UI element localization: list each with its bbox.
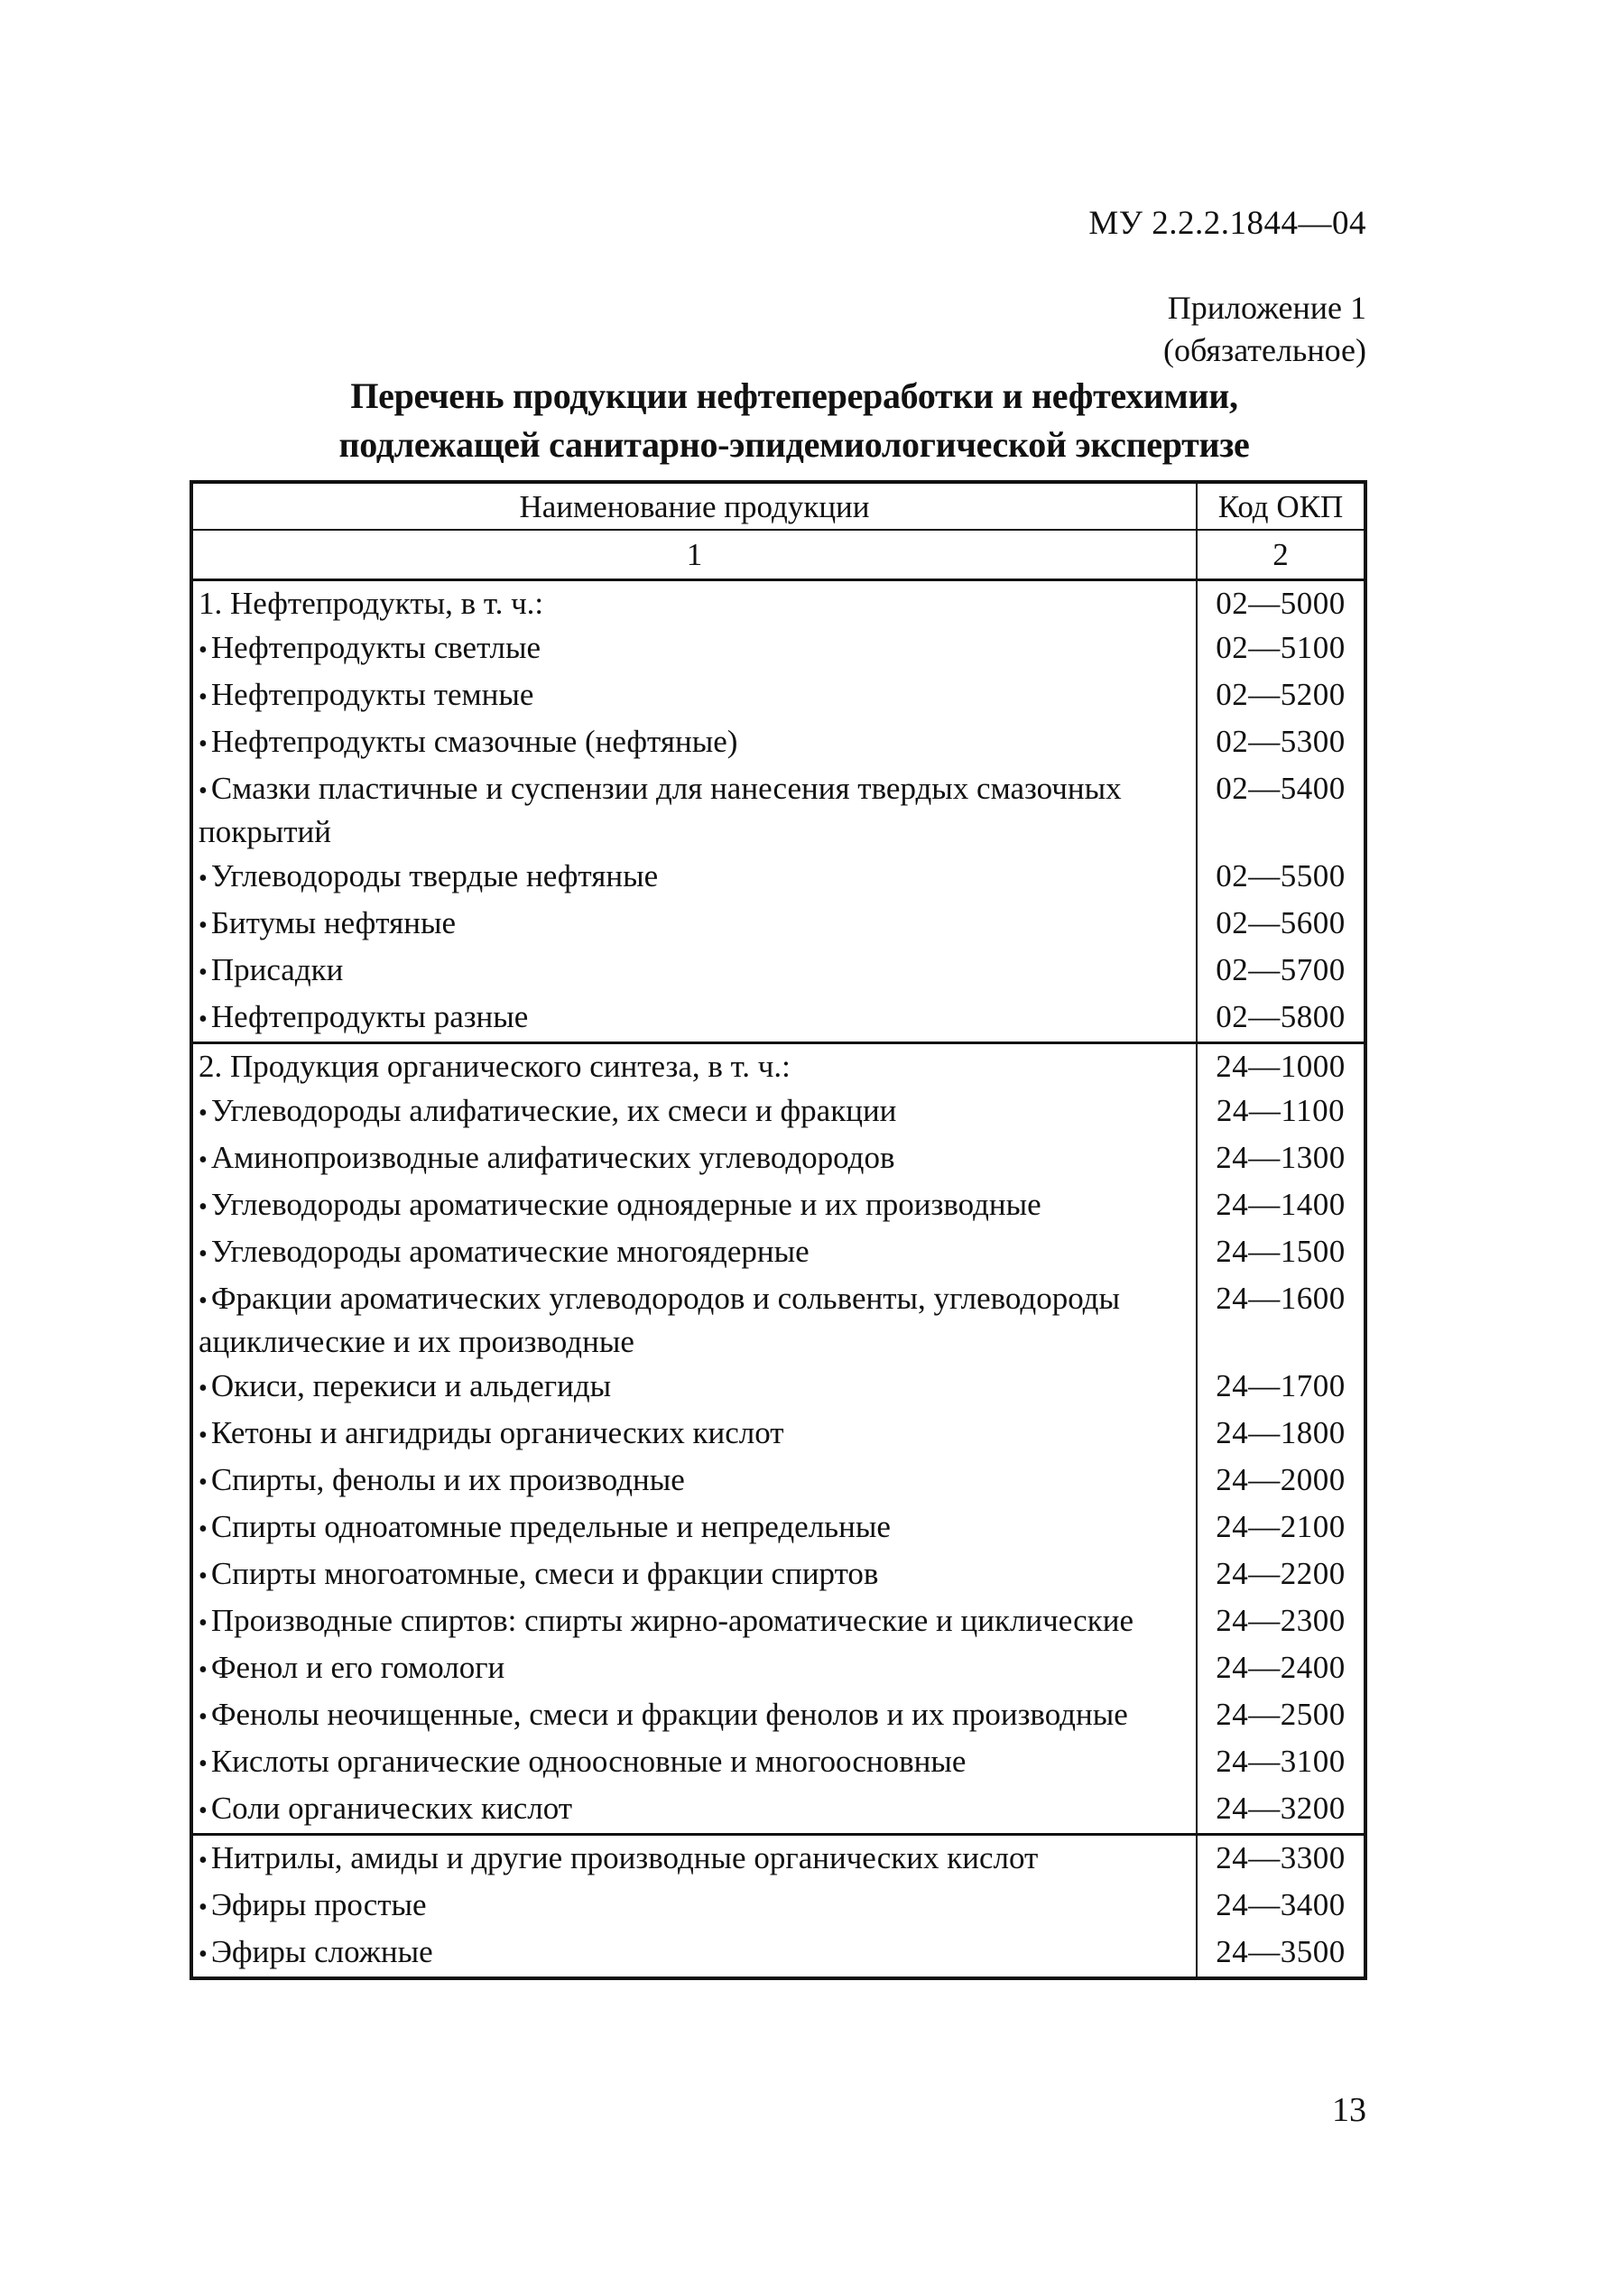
bullet-icon: •: [199, 1847, 208, 1875]
table-row: [191, 1930, 1365, 1978]
table-row: [191, 1598, 1365, 1645]
bullet-icon: •: [199, 1005, 208, 1033]
table-row: [191, 1739, 1365, 1786]
bullet-icon: •: [199, 1609, 208, 1637]
table-row: [191, 1229, 1365, 1276]
okp-code-cell: 24—1400: [1197, 1182, 1365, 1229]
column-number-1: 1: [191, 530, 1197, 580]
bullet-icon: •: [199, 1375, 208, 1403]
product-name: Углеводороды ароматические многоядерные: [210, 1234, 810, 1269]
okp-code-cell: 02—5100: [1197, 625, 1365, 672]
product-name: Присадки: [210, 952, 344, 987]
page-title-line-2: подлежащей санитарно-эпидемиологической экспертизе: [338, 424, 1250, 465]
product-name: Эфиры простые: [210, 1887, 427, 1922]
table-row: [191, 995, 1365, 1043]
table-row: [191, 1786, 1365, 1835]
okp-code-cell: 24—1000: [1197, 1043, 1365, 1089]
table-row: [191, 580, 1365, 626]
okp-code-cell: 24—2300: [1197, 1598, 1365, 1645]
bullet-icon: •: [199, 777, 208, 805]
table-row: [191, 1458, 1365, 1504]
okp-code-cell: 24—1700: [1197, 1364, 1365, 1411]
products-table: [190, 480, 1367, 1980]
product-name: Битумы нефтяные: [210, 905, 457, 940]
product-name: Спирты, фенолы и их производные: [210, 1462, 685, 1497]
products-table-container: [190, 480, 1367, 1980]
okp-code-cell: 02—5200: [1197, 672, 1365, 719]
bullet-icon: •: [199, 1099, 208, 1127]
product-name-cell: [191, 948, 1197, 995]
product-name: Эфиры сложные: [210, 1934, 433, 1969]
product-name-cell: [191, 1088, 1197, 1135]
product-name: Углеводороды твердые нефтяные: [210, 858, 659, 893]
table-row: [191, 766, 1365, 854]
product-name: Кетоны и ангидриды органических кислот: [210, 1415, 784, 1450]
document-code: МУ 2.2.2.1844—04: [1088, 205, 1366, 242]
product-name-cell: [191, 1786, 1197, 1835]
table-row: [191, 1088, 1365, 1135]
product-name: Углеводороды ароматические одноядерные и их производные: [210, 1187, 1041, 1222]
table-row: [191, 719, 1365, 766]
table-row: [191, 1364, 1365, 1411]
product-name-cell: [191, 1930, 1197, 1978]
table-row: [191, 1883, 1365, 1930]
okp-code-cell: 24—3200: [1197, 1786, 1365, 1835]
bullet-icon: •: [199, 1468, 208, 1496]
bullet-icon: •: [199, 912, 208, 940]
product-name-cell: [191, 1364, 1197, 1411]
page-title: [271, 372, 1318, 469]
appendix-title: Приложение 1: [1167, 290, 1366, 326]
product-name-cell: [191, 1551, 1197, 1598]
table-row: [191, 1835, 1365, 1884]
product-name-cell: [191, 1739, 1197, 1786]
product-name: Нефтепродукты смазочные (нефтяные): [210, 724, 738, 759]
product-name: Кислоты органические одноосновные и многоосновные: [210, 1744, 967, 1779]
product-name: Фракции ароматических углеводородов и сольвенты, углеводороды ациклические и их производные: [199, 1281, 1121, 1359]
appendix-label: [1163, 287, 1366, 372]
table-row: [191, 1504, 1365, 1551]
okp-code-cell: 02—5600: [1197, 901, 1365, 948]
header-product-name: Наименование продукции: [191, 482, 1197, 530]
header-okp-code: Код ОКП: [1197, 482, 1365, 530]
product-name-cell: [191, 719, 1197, 766]
appendix-note: (обязательное): [1163, 332, 1366, 368]
bullet-icon: •: [199, 958, 208, 986]
okp-code-cell: 24—2100: [1197, 1504, 1365, 1551]
bullet-icon: •: [199, 1287, 208, 1315]
product-name: Нефтепродукты разные: [210, 999, 529, 1034]
product-name: Углеводороды алифатические, их смеси и фракции: [210, 1093, 897, 1128]
okp-code-cell: 02—5000: [1197, 580, 1365, 626]
product-name-cell: [191, 1229, 1197, 1276]
table-row: [191, 1645, 1365, 1692]
bullet-icon: •: [199, 1515, 208, 1543]
bullet-icon: •: [199, 1656, 208, 1684]
okp-code-cell: 24—1300: [1197, 1135, 1365, 1182]
product-name-cell: [191, 625, 1197, 672]
product-name: 2. Продукция органического синтеза, в т. ч.:: [199, 1049, 791, 1084]
bullet-icon: •: [199, 1421, 208, 1449]
bullet-icon: •: [199, 1940, 208, 1968]
table-row: [191, 1043, 1365, 1089]
product-name-cell: [191, 1458, 1197, 1504]
okp-code-cell: 24—3500: [1197, 1930, 1365, 1978]
okp-code-cell: 24—1100: [1197, 1088, 1365, 1135]
table-row: [191, 1276, 1365, 1364]
column-number-row: [191, 530, 1365, 580]
product-name-cell: [191, 1135, 1197, 1182]
product-name-cell: [191, 672, 1197, 719]
product-name-cell: [191, 1883, 1197, 1930]
okp-code-cell: 24—3300: [1197, 1835, 1365, 1884]
bullet-icon: •: [199, 865, 208, 893]
okp-code-cell: 02—5500: [1197, 854, 1365, 901]
table-row: [191, 948, 1365, 995]
product-name: Нефтепродукты светлые: [210, 630, 541, 665]
page-title-line-1: Перечень продукции нефтепереработки и нефтехимии,: [350, 375, 1238, 416]
okp-code-cell: 24—1500: [1197, 1229, 1365, 1276]
table-row: [191, 901, 1365, 948]
product-name-cell: [191, 995, 1197, 1043]
bullet-icon: •: [199, 1893, 208, 1921]
table-row: [191, 1135, 1365, 1182]
product-name-cell: [191, 1411, 1197, 1458]
table-row: [191, 625, 1365, 672]
product-name-cell: [191, 1692, 1197, 1739]
bullet-icon: •: [199, 683, 208, 711]
bullet-icon: •: [199, 730, 208, 758]
product-name: Спирты одноатомные предельные и непредельные: [210, 1509, 891, 1544]
okp-code-cell: 24—2400: [1197, 1645, 1365, 1692]
table-row: [191, 1692, 1365, 1739]
product-name-cell: [191, 1504, 1197, 1551]
product-name-cell: [191, 1182, 1197, 1229]
bullet-icon: •: [199, 636, 208, 664]
product-name: Смазки пластичные и суспензии для нанесения твердых смазочных покрытий: [199, 771, 1122, 849]
table-body: [191, 580, 1365, 1979]
product-name: 1. Нефтепродукты, в т. ч.:: [199, 586, 544, 621]
table-row: [191, 1411, 1365, 1458]
column-number-2: 2: [1197, 530, 1365, 580]
bullet-icon: •: [199, 1703, 208, 1731]
okp-code-cell: 02—5400: [1197, 766, 1365, 854]
okp-code-cell: 24—1800: [1197, 1411, 1365, 1458]
product-name: Спирты многоатомные, смеси и фракции спиртов: [210, 1556, 879, 1591]
okp-code-cell: 24—3100: [1197, 1739, 1365, 1786]
product-name-cell: [191, 1645, 1197, 1692]
product-name: Нитрилы, амиды и другие производные органических кислот: [210, 1840, 1039, 1875]
table-row: [191, 672, 1365, 719]
okp-code-cell: 24—2000: [1197, 1458, 1365, 1504]
bullet-icon: •: [199, 1146, 208, 1174]
product-name: Фенол и его гомологи: [210, 1650, 505, 1685]
okp-code-cell: 02—5300: [1197, 719, 1365, 766]
okp-code-cell: 02—5800: [1197, 995, 1365, 1043]
bullet-icon: •: [199, 1240, 208, 1268]
bullet-icon: •: [199, 1750, 208, 1778]
okp-code-cell: 24—3400: [1197, 1883, 1365, 1930]
product-name-cell: [191, 766, 1197, 854]
product-name: Нефтепродукты темные: [210, 677, 534, 712]
product-name-cell: [191, 901, 1197, 948]
okp-code-cell: 24—1600: [1197, 1276, 1365, 1364]
bullet-icon: •: [199, 1193, 208, 1221]
product-name: Окиси, перекиси и альдегиды: [210, 1368, 612, 1403]
bullet-icon: •: [199, 1562, 208, 1590]
table-row: [191, 854, 1365, 901]
product-name: Аминопроизводные алифатических углеводородов: [210, 1140, 895, 1175]
table-row: [191, 1182, 1365, 1229]
table-row: [191, 1551, 1365, 1598]
product-name-cell: [191, 1835, 1197, 1884]
product-name: Производные спиртов: спирты жирно-ароматические и циклические: [210, 1603, 1133, 1638]
table-header-row: [191, 482, 1365, 530]
bullet-icon: •: [199, 1797, 208, 1825]
okp-code-cell: 24—2200: [1197, 1551, 1365, 1598]
page-number: 13: [1332, 2091, 1366, 2129]
product-name: Соли органических кислот: [210, 1791, 573, 1826]
product-name-cell: [191, 1043, 1197, 1089]
okp-code-cell: 24—2500: [1197, 1692, 1365, 1739]
product-name-cell: [191, 1598, 1197, 1645]
product-name: Фенолы неочищенные, смеси и фракции фенолов и их производные: [210, 1697, 1128, 1732]
product-name-cell: [191, 854, 1197, 901]
product-name-cell: [191, 580, 1197, 626]
okp-code-cell: 02—5700: [1197, 948, 1365, 995]
product-name-cell: [191, 1276, 1197, 1364]
